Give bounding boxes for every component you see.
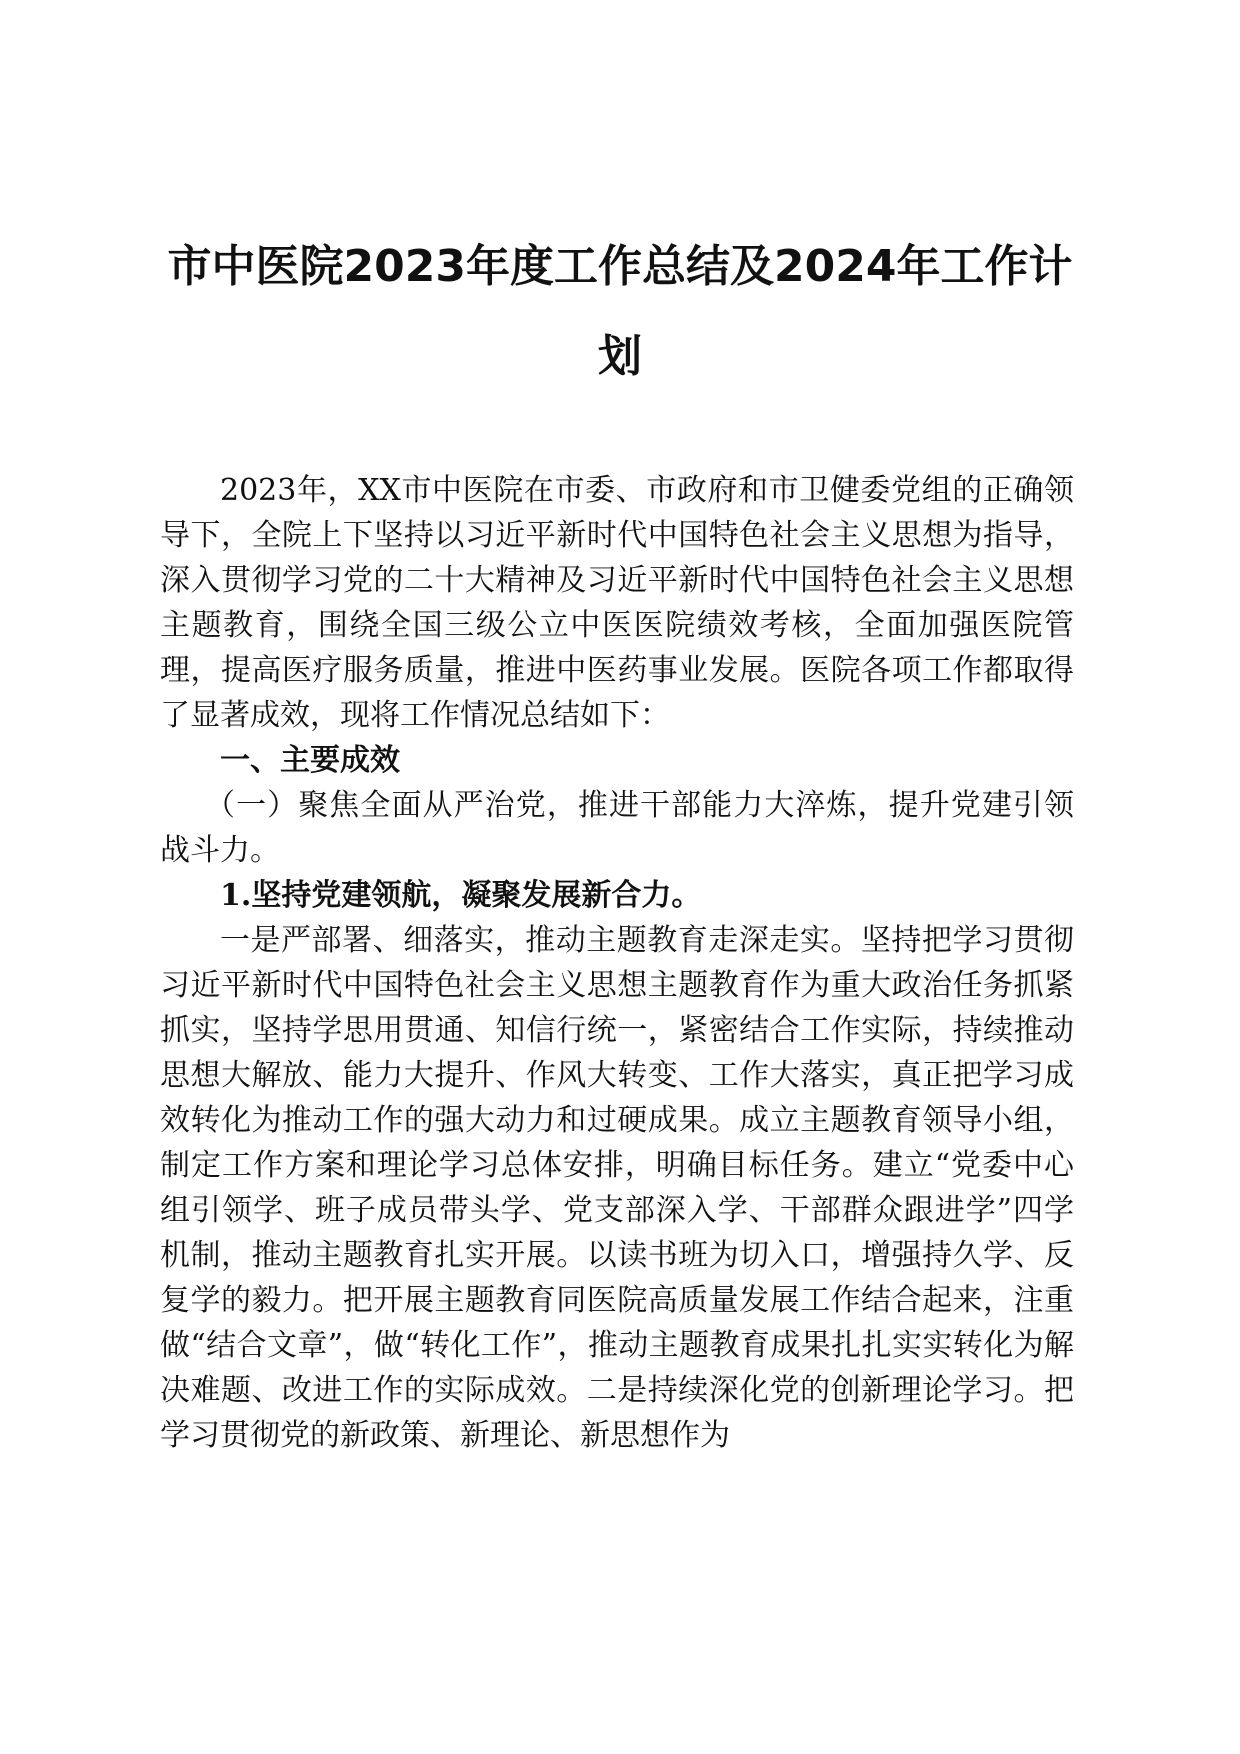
subsection-heading: （一）聚焦全面从严治党，推进干部能力大淬炼，提升党建引领战斗力。 bbox=[160, 788, 1074, 868]
document-body bbox=[160, 468, 1074, 1458]
document-title bbox=[150, 222, 1090, 402]
item-heading: 1.坚持党建领航，凝聚发展新合力。 bbox=[220, 878, 702, 913]
title-line-1: 市中医院2023年度工作总结及2024年工作计 bbox=[167, 241, 1073, 292]
item-body-paragraph: 一是严部署、细落实，推动主题教育走深走实。坚持把学习贯彻习近平新时代中国特色社会主义思想主题教育作为重大政治任务抓紧抓实，坚持学思用贯通、知信行统一，紧密结合工作实际，持续推动思想大解放、能力大提升、作风大转变、工作大落实，真正把学习成效转化为推动工作的强大动力和过硬成果。成立主题教育领导小组，制定工作方案和理论学习总体安排，明确目标任务。建立“党委中心组引领学、班子成员带头学、党支部深入学、干部群众跟进学”四学机制，推动主题教育扎实开展。以读书班为切入口，增强持久学、反复学的毅力。把开展主题教育同医院高质量发展工作结合起来，注重做“结合文章”，做“转化工作”，推动主题教育成果扎扎实实转化为解决难题、改进工作的实际成效。二是持续深化党的创新理论学习。把学习贯彻党的新政策、新理论、新思想作为 bbox=[160, 923, 1074, 1453]
title-line-2: 划 bbox=[598, 331, 642, 382]
section-heading: 一、主要成效 bbox=[220, 743, 400, 778]
intro-paragraph: 2023年，XX市中医院在市委、市政府和市卫健委党组的正确领导下，全院上下坚持以习近平新时代中国特色社会主义思想为指导，深入贯彻学习党的二十大精神及习近平新时代中国特色社会主义思想主题教育，围绕全国三级公立中医医院绩效考核，全面加强医院管理，提高医疗服务质量，推进中医药事业发展。医院各项工作都取得了显著成效，现将工作情况总结如下： bbox=[160, 473, 1074, 733]
